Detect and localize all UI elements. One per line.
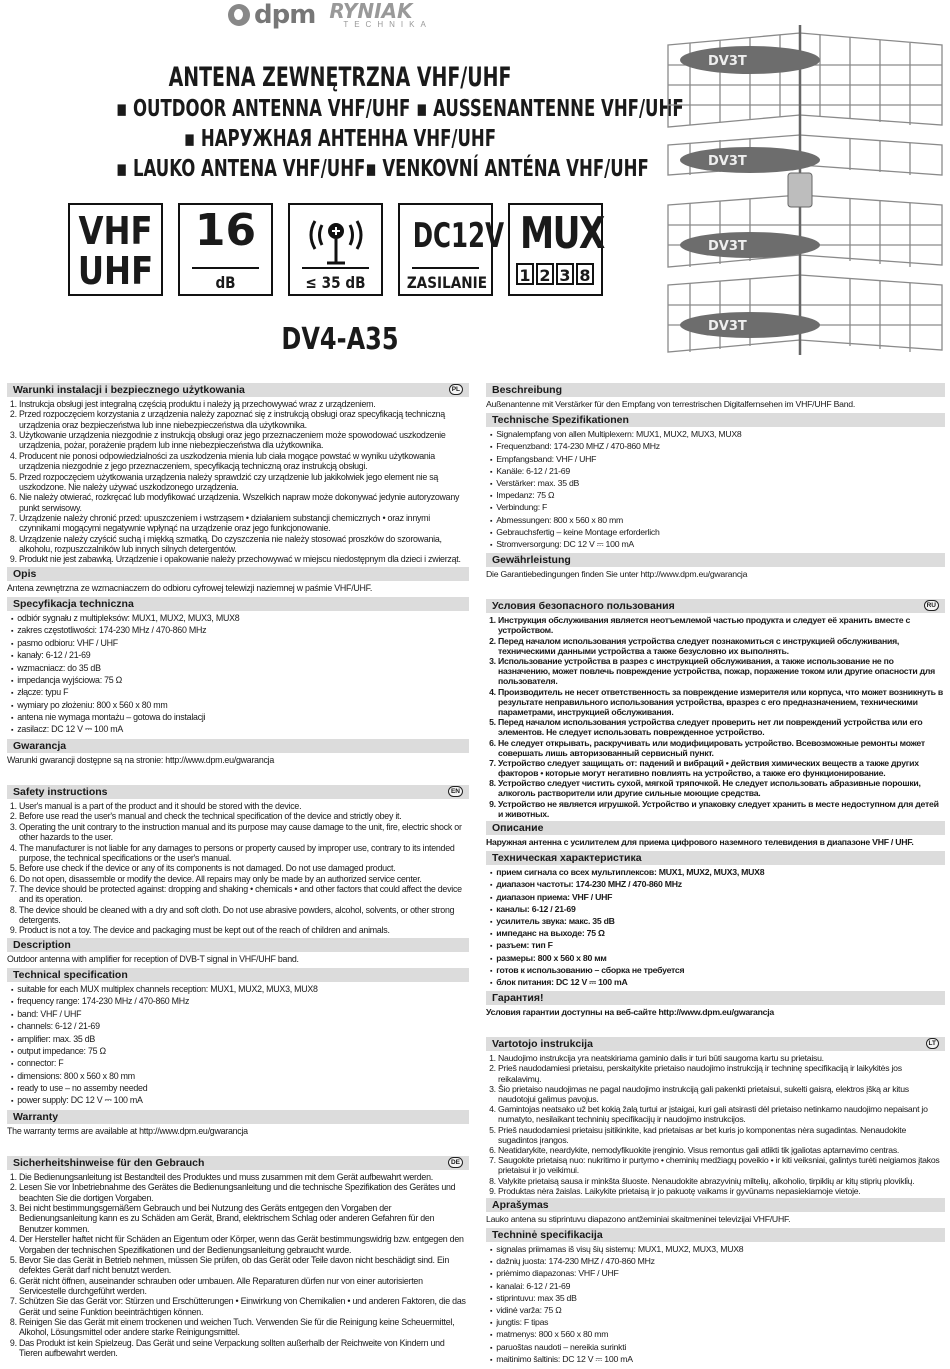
mux-number: 2 bbox=[536, 263, 554, 285]
spec-list bbox=[486, 429, 945, 551]
title-line-ru: ▪ НАРУЖНАЯ АНТЕННА VHF/UHF bbox=[183, 126, 497, 152]
section-paragraph: Наружная антенна с усилителем для приема цифрового наземного телевидения в диапазоне VHF / UHF. bbox=[486, 837, 914, 847]
section-paragraph: Warunki gwarancji dostępne są na stronie: http://www.dpm.eu/gwarancja bbox=[7, 754, 275, 765]
list-item: 9. Das Produkt ist kein Spielzeug. Das Gerät und seine Verpackung sollten außerhalb der Reichweite von Kindern und Tieren aufbewahrt werden. bbox=[19, 1338, 469, 1359]
dpm-logo bbox=[228, 0, 315, 30]
list-item: 6. Gerät nicht öffnen, auseinander schrauben oder umbauen. Alle Reparaturen dürfen nur von einer autorisierten Servicestelle durchgeführt werden. bbox=[19, 1276, 469, 1297]
numbered-list bbox=[7, 399, 469, 565]
list-item: 8. Urządzenie należy czyścić suchą i miękką szmatką. Do czyszczenia nie należy stosować proszków do szorowania, alkoholu, rozpuszczalników lub innych silnych detergentów. bbox=[19, 534, 469, 555]
section-heading bbox=[486, 821, 945, 835]
spec-item: ▪ maitinimo šaltinis: DC 12 V ⎓ 100 mA bbox=[490, 1354, 945, 1366]
list-item: 9. Produktas nėra žaislas. Laikykite prietaisą ir jo pakuotę vaikams ir gyvūnams nepasiekiamoje vietoje. bbox=[498, 1186, 945, 1196]
list-item: 2. Przed rozpoczęciem korzystania z urządzenia należy zapoznać się z instrukcją obsługi oraz specyfikacją techniczną urządzenia oraz bezpieczeństwa lub inne niebezpieczeństwa dla użytkownika. bbox=[19, 409, 469, 430]
spec-item: ▪ Impedanz: 75 Ω bbox=[490, 490, 945, 502]
spec-item: ▪ диапазон частоты: 174-230 MHZ / 470-860 MHz bbox=[490, 879, 945, 891]
spec-item: ▪ блок питания: DC 12 V ⎓ 100 mA bbox=[490, 977, 945, 989]
amplifier-divider bbox=[302, 267, 369, 269]
spec-item: ▪ диапазон приема: VHF / UHF bbox=[490, 892, 945, 904]
spec-item: ▪ channels: 6-12 / 21-69 bbox=[11, 1021, 469, 1033]
antenna-product-image bbox=[660, 5, 945, 360]
amplifier-badge bbox=[288, 203, 383, 296]
ryniak-logo bbox=[329, 1, 431, 29]
broadcast-antenna-icon bbox=[301, 209, 371, 265]
list-item: 5. Перед началом использования устройства следует проверить нет ли повреждений устройства или его элементов. Не следует использовать поврежденное устройство. bbox=[498, 717, 945, 737]
spec-item: ▪ suitable for each MUX multiplex channels reception: MUX1, MUX2, MUX3, MUX8 bbox=[11, 984, 469, 996]
spec-item: ▪ Gebrauchsfertig – keine Montage erforderlich bbox=[490, 527, 945, 539]
list-item: 1. Die Bedienungsanleitung ist Bestandteil des Produktes und muss zusammen mit dem Gerät aufbewahrt werden. bbox=[19, 1172, 469, 1182]
spec-item: ▪ импеданс на выходе: 75 Ω bbox=[490, 928, 945, 940]
language-flag-badge: PL bbox=[449, 384, 463, 395]
section-heading bbox=[7, 938, 469, 952]
list-item: 5. Bevor Sie das Gerät in Betrieb nehmen, müssen Sie prüfen, ob das Gerät oder Teile davon nicht beschädigt sind. Ein defektes Gerät darf nicht benutzt werden. bbox=[19, 1255, 469, 1276]
mux-badge bbox=[508, 203, 603, 296]
left-column bbox=[7, 381, 469, 1359]
list-item: 4. Producent nie ponosi odpowiedzialności za uszkodzenia mienia lub ciała mogące powstać w wyniku użytkowania urządzenia niezgodnie z jego przeznaczeniem, specyfikacją techniczną oraz instrukcją obsługi. bbox=[19, 451, 469, 472]
spec-list bbox=[486, 867, 945, 989]
spec-item: ▪ stiprintuvu: max 35 dB bbox=[490, 1293, 945, 1305]
spec-item: ▪ frequency range: 174-230 MHz / 470-860 MHz bbox=[11, 996, 469, 1008]
list-item: 6. Nie należy otwierać, rozkręcać lub modyfikować urządzenia. Wszelkich napraw może dokonywać jedynie autoryzowany punkt serwisowy. bbox=[19, 492, 469, 513]
spec-item: ▪ Abmessungen: 800 x 560 x 80 mm bbox=[490, 515, 945, 527]
mux-number: 3 bbox=[556, 263, 574, 285]
band-uhf-label: UHF bbox=[77, 249, 154, 293]
section-heading bbox=[7, 739, 469, 753]
brand-logos bbox=[228, 0, 498, 30]
section-title: Gwarancja bbox=[13, 739, 67, 752]
spec-item: ▪ Verstärker: max. 35 dB bbox=[490, 478, 945, 490]
section-paragraph: Außenantenne mit Verstärker für den Empfang von terrestrischen Digitalfernsehen im VHF/UHF Band. bbox=[486, 399, 856, 409]
spec-item: ▪ wzmacniacz: do 35 dB bbox=[11, 663, 469, 675]
mux-number: 8 bbox=[576, 263, 594, 285]
amplifier-label: ≤ 35 dB bbox=[305, 273, 366, 292]
spec-item: ▪ odbiór sygnału z multipleksów: MUX1, MUX2, MUX3, MUX8 bbox=[11, 613, 469, 625]
section-title: Technische Spezifikationen bbox=[492, 414, 629, 427]
list-item: 8. The device should be cleaned with a dry and soft cloth. Do not use abrasive powders, alcohol, solvents, or other strong detergents. bbox=[19, 905, 469, 926]
spec-item: ▪ zakres częstotliwości: 174-230 MHz / 470-860 MHz bbox=[11, 625, 469, 637]
list-item: 3. Использование устройства в разрез с инструкцией обслуживания, а также использование не по назначению, может повлечь повреждение устройства, пожар, поражение током или другие опасности для пользователя. bbox=[498, 656, 945, 687]
section-title: Warranty bbox=[13, 1110, 59, 1123]
section-heading bbox=[7, 383, 469, 397]
section-paragraph: Die Garantiebedingungen finden Sie unter http://www.dpm.eu/gwarancja bbox=[486, 569, 748, 580]
spec-item: ▪ antena nie wymaga montażu – gotowa do instalacji bbox=[11, 712, 469, 724]
spec-item: ▪ amplifier: max. 35 dB bbox=[11, 1034, 469, 1046]
section-title: Warunki instalacji i bezpiecznego użytkowania bbox=[13, 384, 245, 396]
spec-item: ▪ dažnių juosta: 174-230 MHZ / 470-860 MHz bbox=[490, 1256, 945, 1268]
list-item: 4. The manufacturer is not liable for any damages to persons or property caused by improper use, contrary to its intended purpose, the technical specifications or the user's manual. bbox=[19, 843, 469, 864]
spec-item: ▪ pasmo odbioru: VHF / UHF bbox=[11, 638, 469, 650]
spec-item: ▪ vidinė varža: 75 Ω bbox=[490, 1305, 945, 1317]
gain-unit: dB bbox=[215, 273, 236, 292]
list-item: 7. The device should be protected against: dropping and shaking • chemicals • and other factors that could affect the device and its operation. bbox=[19, 884, 469, 905]
section-title: Aprašymas bbox=[492, 1198, 549, 1211]
antenna-label: DV3T bbox=[708, 239, 747, 254]
dpm-logo-text: dpm bbox=[254, 0, 316, 30]
feature-icons bbox=[68, 203, 616, 298]
product-titles bbox=[60, 62, 684, 184]
list-item: 2. Lesen Sie vor Inbetriebnahme des Gerätes die Bedienungsanleitung und die technische Spezifikation des Gerätes und beachten Sie die dortigen Vorgaben. bbox=[19, 1182, 469, 1203]
section-heading bbox=[486, 1198, 945, 1212]
section-spacer bbox=[486, 583, 945, 597]
numbered-list bbox=[486, 615, 945, 819]
list-item: 1. Инструкция обслуживания является неотъемлемой частью продукта и следует её хранить вместе с устройством. bbox=[498, 615, 945, 635]
spec-item: ▪ signalas priimamas iš visų šių sistemų: MUX1, MUX2, MUX3, MUX8 bbox=[490, 1244, 945, 1256]
spec-item: ▪ разъем: тип F bbox=[490, 940, 945, 952]
spec-item: ▪ Kanäle: 6-12 / 21-69 bbox=[490, 466, 945, 478]
section-title: Техническая характеристика bbox=[492, 852, 642, 865]
spec-item: ▪ Verbindung: F bbox=[490, 502, 945, 514]
spec-list bbox=[7, 613, 469, 737]
section-heading bbox=[486, 383, 945, 397]
title-line-en-de: ▪ OUTDOOR ANTENNA VHF/UHF ▪ AUSSENANTENNE VHF/UHF bbox=[116, 96, 684, 122]
title-line-pl: ANTENA ZEWNĘTRZNA VHF/UHF bbox=[168, 62, 512, 93]
spec-item: ▪ jungtis: F tipas bbox=[490, 1317, 945, 1329]
list-item: 7. Устройство следует защищать от: падений и вибраций • действия химических веществ а также других факторов • которые могут негативно повлиять на устройство, а также его функционирование. bbox=[498, 758, 945, 778]
spec-item: ▪ kanały: 6-12 / 21-69 bbox=[11, 650, 469, 662]
spec-item: ▪ готов к использованию – сборка не требуется bbox=[490, 965, 945, 977]
spec-item: ▪ matmenys: 800 x 560 x 80 mm bbox=[490, 1329, 945, 1341]
section-heading bbox=[7, 968, 469, 982]
list-item: 6. Do not open, disassemble or modify the device. All repairs may only be made by an authorized service center. bbox=[19, 874, 469, 884]
numbered-list bbox=[7, 801, 469, 936]
section-spacer bbox=[486, 1021, 945, 1035]
spec-item: ▪ Empfangsband: VHF / UHF bbox=[490, 454, 945, 466]
mux-label: MUX bbox=[520, 208, 604, 259]
list-item: 3. Šio prietaiso naudojimas ne pagal naudojimo instrukciją gali pakenkti prietaisui, sukelti gaisrą, elektros įšką ar kitus naudotojui galimus pavojus. bbox=[498, 1084, 945, 1104]
section-heading bbox=[486, 553, 945, 567]
spec-item: ▪ złącze: typu F bbox=[11, 687, 469, 699]
list-item: 2. Before use read the user's manual and check the technical specification of the device and strictly obey it. bbox=[19, 811, 469, 821]
antenna-label: DV3T bbox=[708, 154, 747, 169]
model-number: DV4-A35 bbox=[281, 322, 399, 357]
section-heading bbox=[7, 785, 469, 799]
section-paragraph: Antena zewnętrzna ze wzmacniaczem do odbioru cyfrowej telewizji naziemnej w paśmie VHF/UHF. bbox=[7, 582, 373, 593]
dpm-swirl-icon bbox=[228, 4, 250, 26]
spec-item: ▪ wymiary po złożeniu: 800 x 560 x 80 mm bbox=[11, 700, 469, 712]
mux-numbers bbox=[516, 263, 594, 285]
list-item: 5. Przed rozpoczęciem użytkowania urządzenia należy sprawdzić czy urządzenie lub jakikolwiek jego element nie są uszkodzone. Nie należy używać uszkodzonego urządzenia. bbox=[19, 472, 469, 493]
section-paragraph: Outdoor antenna with amplifier for reception of DVB-T signal in VHF/UHF band. bbox=[7, 953, 299, 964]
section-heading bbox=[486, 1228, 945, 1242]
spec-item: ▪ impedancja wyjściowa: 75 Ω bbox=[11, 675, 469, 687]
list-item: 7. Saugokite prietaisą nuo: nukritimo ir purtymo • cheminių medžiagų poveikio • ir kiti veiksniai, galintys turėti neigiamos įtakos prietaisui ir jo veikimui. bbox=[498, 1155, 945, 1175]
spec-item: ▪ zasilacz: DC 12 V ⎓ 100 mA bbox=[11, 724, 469, 736]
list-item: 3. Bei nicht bestimmungsgemäßem Gebrauch und bei Nutzung des Geräts entgegen den Vorgaben der Bedienungsanleitung kann es zu Schäden am Gerät, Brand, elektrischem Schlag oder anderen Gefahren für den Benutzer kommen. bbox=[19, 1203, 469, 1234]
spec-item: ▪ Stromversorgung: DC 12 V ⎓ 100 mA bbox=[490, 539, 945, 551]
section-heading bbox=[486, 991, 945, 1005]
section-title: Гарантия! bbox=[492, 992, 544, 1005]
ryniak-logo-subtext: TECHNIKA bbox=[343, 20, 432, 29]
language-flag-badge: RU bbox=[924, 600, 939, 611]
list-item: 2. Prieš naudodamiesi prietaisu, perskaitykite prietaiso naudojimo instrukciją ir techninę specifikaciją ir laikykitės jos reikalavimų. bbox=[498, 1063, 945, 1083]
list-item: 9. Produkt nie jest zabawką. Urządzenie i opakowanie należy przechowywać w miejscu niedostępnym dla dzieci i zwierząt. bbox=[19, 554, 469, 564]
section-title: Techninė specifikacija bbox=[492, 1229, 603, 1242]
section-paragraph: The warranty terms are available at http://www.dpm.eu/gwarancja bbox=[7, 1125, 248, 1136]
spec-item: ▪ ready to use – no assemby needed bbox=[11, 1083, 469, 1095]
section-heading bbox=[486, 851, 945, 865]
section-title: Opis bbox=[13, 567, 37, 580]
list-item: 9. Устройство не является игрушкой. Устройство и упаковку следует хранить в месте недоступном для детей и животных. bbox=[498, 799, 945, 819]
spec-item: ▪ output impedance: 75 Ω bbox=[11, 1046, 469, 1058]
power-voltage: DC12V bbox=[412, 216, 505, 256]
spec-item: ▪ Frequenzband: 174-230 MHZ / 470-860 MHz bbox=[490, 441, 945, 453]
power-divider bbox=[412, 267, 479, 269]
gain-divider bbox=[192, 267, 259, 269]
list-item: 8. Reinigen Sie das Gerät mit einem trockenen und weichen Tuch. Verwenden Sie für die Reinigung keine Scheuermittel, Alkohol, Lösungsmittel oder andere starke Reinigungsmittel. bbox=[19, 1317, 469, 1338]
section-title: Условия безопасного пользования bbox=[492, 600, 675, 613]
list-item: 9. Product is not a toy. The device and packaging must be kept out of the reach of children and animals. bbox=[19, 925, 469, 935]
band-badge bbox=[68, 203, 163, 296]
section-heading bbox=[7, 597, 469, 611]
section-title: Sicherheitshinweise für den Gebrauch bbox=[13, 1157, 205, 1170]
spec-item: ▪ band: VHF / UHF bbox=[11, 1009, 469, 1021]
gain-badge bbox=[178, 203, 273, 296]
power-badge bbox=[398, 203, 505, 296]
list-item: 4. Производитель не несет ответственность за повреждение измерителя или корпуса, что может возникнуть в результате неправильного использования устройства, вразрез с его предназначением, техническими параметрами, инструкцией обслуживания. bbox=[498, 687, 945, 718]
section-heading bbox=[7, 1110, 469, 1124]
list-item: 1. User's manual is a part of the product and it should be stored with the device. bbox=[19, 801, 469, 811]
gain-value: 16 bbox=[194, 205, 257, 256]
list-item: 7. Urządzenie należy chronić przed: upuszczeniem i wstrząsem • działaniem substancji chemicznych • oraz innymi czynnikami mogącymi negatywnie wpłynąć na urządzenie oraz jego funkcjonowanie. bbox=[19, 513, 469, 534]
list-item: 3. Operating the unit contrary to the instruction manual and its purpose may cause damage to the unit, fire, electric shock or other hazards to the user. bbox=[19, 822, 469, 843]
spec-list bbox=[486, 1244, 945, 1366]
section-spacer bbox=[7, 769, 469, 783]
title-line-lt-cz: ▪ LAUKO ANTENA VHF/UHF▪ VENKOVNÍ ANTÉNA VHF/UHF bbox=[116, 156, 649, 182]
language-flag-badge: DE bbox=[448, 1157, 463, 1168]
spec-item: ▪ paruoštas naudoti – nereikia surinkti bbox=[490, 1342, 945, 1354]
ryniak-logo-text: RYNIAK bbox=[329, 0, 413, 23]
list-item: 2. Перед началом использования устройства следует познакомиться с инструкцией обслуживания, техническими данными устройства а также безусловно их выполнять. bbox=[498, 636, 945, 656]
list-item: 8. Valykite prietaisą sausa ir minkšta šluoste. Nenaudokite abrazyvinių miltelių, alkoholio, tirpiklių ar kitų stiprių plovikli̇ų. bbox=[498, 1176, 945, 1186]
section-heading bbox=[7, 1156, 469, 1170]
section-title: Safety instructions bbox=[13, 786, 108, 799]
list-item: 8. Устройство следует чистить сухой, мягкой тряпочкой. Не следует использовать абразивные порошки, алкоголь растворители или другие сильные моющие средства. bbox=[498, 778, 945, 798]
right-column bbox=[486, 381, 945, 1366]
section-paragraph: Условия гарантии доступны на веб-сайте http://www.dpm.eu/gwarancja bbox=[486, 1007, 774, 1018]
section-heading bbox=[486, 413, 945, 427]
spec-item: ▪ priėmimo diapazonas: VHF / UHF bbox=[490, 1268, 945, 1280]
section-title: Описание bbox=[492, 822, 544, 834]
numbered-list bbox=[7, 1172, 469, 1358]
list-item: 5. Before use check if the device or any of its components is not damaged. Do not use damaged product. bbox=[19, 863, 469, 873]
section-title: Beschreibung bbox=[492, 384, 563, 396]
section-heading bbox=[7, 567, 469, 581]
spec-item: ▪ kanalai: 6-12 / 21-69 bbox=[490, 1281, 945, 1293]
spec-item: ▪ размеры: 800 x 560 x 80 мм bbox=[490, 953, 945, 965]
spec-item: ▪ power supply: DC 12 V ⎓ 100 mA bbox=[11, 1095, 469, 1107]
section-spacer bbox=[7, 1140, 469, 1154]
list-item: 5. Prieš naudodamiesi prietaisu įsitikinkite, kad prietaisas ar bet kuris jo komponentas nėra sugadintas. Nenaudokite sugadintos įrangos. bbox=[498, 1125, 945, 1145]
section-title: Description bbox=[13, 938, 71, 951]
list-item: 4. Der Hersteller haftet nicht für Schäden an Eigentum oder Körper, wenn das Gerät bestimmungswidrig bzw. entgegen den Vorgaben der technischen Spezifikationen und der Bedienungsanleitung gebraucht wurde. bbox=[19, 1234, 469, 1255]
spec-item: ▪ каналы: 6-12 / 21-69 bbox=[490, 904, 945, 916]
list-item: 1. Instrukcja obsługi jest integralną częścią produktu i należy ją przechowywać wraz z urządzeniem. bbox=[19, 399, 469, 409]
section-title: Technical specification bbox=[13, 969, 128, 982]
spec-item: ▪ Signalempfang von allen Multiplexern: MUX1, MUX2, MUX3, MUX8 bbox=[490, 429, 945, 441]
power-label: ZASILANIE bbox=[406, 273, 487, 292]
list-item: 6. Neatidarykite, neardykite, nemodyfikuokite įrenginio. Visus remontus gali atlikti tik įgaliotas aptarnavimo centras. bbox=[498, 1145, 945, 1155]
spec-list bbox=[7, 984, 469, 1108]
spec-item: ▪ усилитель звука: макс. 35 dB bbox=[490, 916, 945, 928]
antenna-label: DV3T bbox=[708, 319, 747, 334]
antenna-label: DV3T bbox=[708, 54, 747, 69]
spec-item: ▪ прием сигнала со всех мультиплексов: MUX1, MUX2, MUX3, MUX8 bbox=[490, 867, 945, 879]
list-item: 7. Schützen Sie das Gerät vor: Stürzen und Erschütterungen • Einwirkung von Chemikalien • und anderen Faktoren, die das Gerät und seine Funktion beeinträchtigen können. bbox=[19, 1296, 469, 1317]
section-title: Specyfikacja techniczna bbox=[13, 598, 134, 611]
mux-number: 1 bbox=[516, 263, 534, 285]
language-flag-badge: EN bbox=[448, 786, 463, 797]
numbered-list bbox=[486, 1053, 945, 1196]
section-heading bbox=[486, 1037, 945, 1051]
section-heading bbox=[486, 599, 945, 613]
language-flag-badge: LT bbox=[926, 1038, 939, 1049]
list-item: 3. Użytkowanie urządzenia niezgodnie z instrukcją obsługi oraz jego przeznaczeniem może spowodować uszkodzenie urządzenia, pożar, porażenie prądem lub inne niebezpieczeństwa dla użytkownika. bbox=[19, 430, 469, 451]
list-item: 1. Naudojimo instrukcija yra neatskiriama gaminio dalis ir turi būti saugoma kartu su prietaisu. bbox=[498, 1053, 945, 1063]
list-item: 6. Не следует открывать, раскручивать или модифицировать устройство. Всевозможные ремонты может совершать лишь авторизованный сервисный пункт. bbox=[498, 738, 945, 758]
band-vhf-label: VHF bbox=[78, 209, 153, 253]
section-title: Vartotojo instrukcija bbox=[492, 1038, 593, 1051]
section-title: Gewährleistung bbox=[492, 554, 571, 567]
list-item: 4. Gamintojas neatsako už bet kokią žalą turtui ar įstaigai, kuri gali atsirasti dėl prietaiso netinkamo naudojimo nepaisant jo numatyto, nesilaikant techninių specifikacijų ir naudojimo instrukcijos. bbox=[498, 1104, 945, 1124]
spec-item: ▪ connector: F bbox=[11, 1058, 469, 1070]
spec-item: ▪ dimensions: 800 x 560 x 80 mm bbox=[11, 1071, 469, 1083]
section-paragraph: Lauko antena su stiprintuvu diapazono antžeminiai skaitmeninei televizijai VHF/UHF. bbox=[486, 1213, 791, 1224]
